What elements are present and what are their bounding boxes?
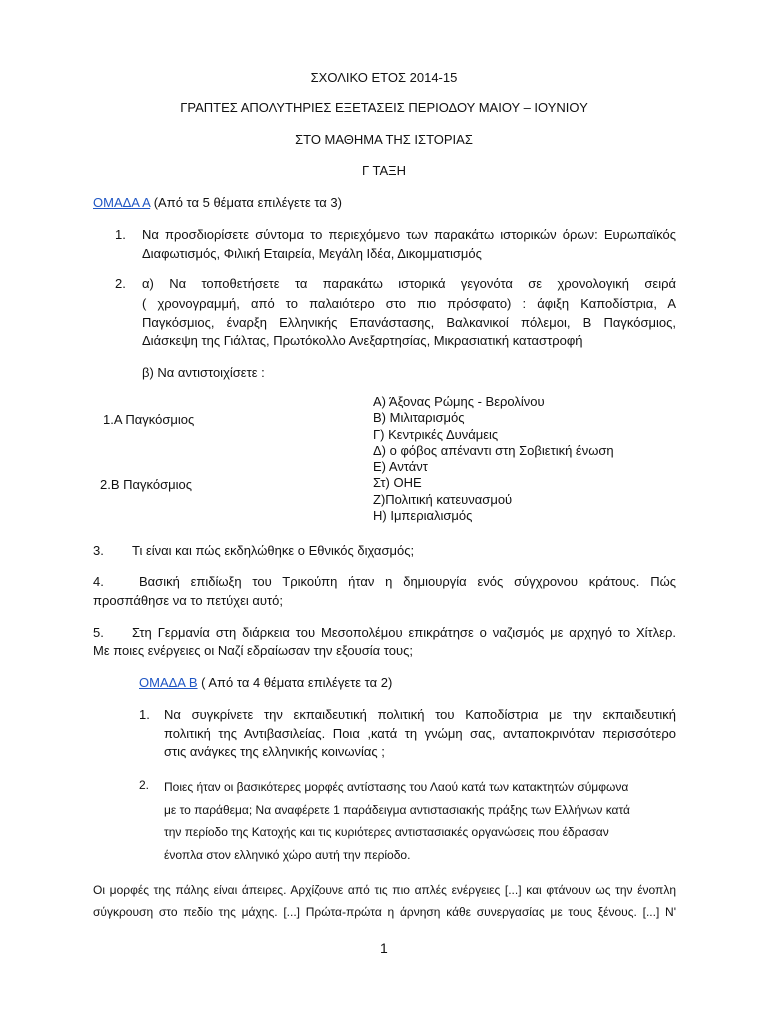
- question-a2-number: 2.: [115, 276, 126, 291]
- match-option: Β) Μιλιταρισμός: [373, 410, 465, 426]
- group-a-instruction: (Από τα 5 θέματα επιλέγετε τα 3): [150, 195, 342, 210]
- question-b2-line4: ένοπλα στον ελληνικό χώρο αυτή την περίοδο.: [164, 847, 411, 862]
- school-year-heading: ΣΧΟΛΙΚΟ ΕΤΟΣ 2014-15: [310, 70, 458, 85]
- question-a4-line2: προσπάθησε να το πετύχει αυτό;: [93, 593, 283, 608]
- question-a5-number: 5.: [93, 625, 104, 640]
- question-b1-line3: στις ανάγκες της ελληνικής κοινωνίας ;: [164, 744, 385, 759]
- match-option: Ε) Αντάντ: [373, 459, 428, 475]
- match-left-item-2: 2.Β Παγκόσμιος: [100, 477, 192, 492]
- question-a1-number: 1.: [115, 227, 126, 242]
- question-b2-text: [164, 776, 630, 866]
- question-a4-number: 4.: [93, 574, 104, 589]
- question-b2-line1: Ποιες ήταν οι βασικότερες μορφές αντίστασης του Λαού κατά των κατακτητών σύμφωνα: [164, 780, 629, 794]
- question-a2-line4: Διάσκεψη της Γιάλτας, Πρωτόκολλο Ανεξαρτησίας, Μικρασιατική καταστροφή: [142, 333, 583, 348]
- match-option: Στ) ΟΗΕ: [373, 475, 422, 491]
- question-b1-line1: Να συγκρίνετε την εκπαιδευτική πολιτική του Καποδίστρια με την εκπαιδευτική: [164, 707, 676, 722]
- class-heading: Γ ΤΑΞΗ: [361, 163, 407, 178]
- exam-title-heading: ΓΡΑΠΤΕΣ ΑΠΟΛΥΤΗΡΙΕΣ ΕΞΕΤΑΣΕΙΣ ΠΕΡΙΟΔΟΥ ΜΑΙΟΥ – ΙΟΥΝΙΟΥ: [180, 100, 588, 115]
- question-b1-number: 1.: [139, 707, 150, 722]
- question-a1-line2: Διαφωτισμός, Φιλική Εταιρεία, Μεγάλη Ιδέα, Δικομματισμός: [142, 246, 482, 261]
- question-a5-line1: Στη Γερμανία στη διάρκεια του Μεσοπολέμου επικράτησε ο ναζισμός με αρχηγό το Χίτλερ.: [132, 625, 676, 640]
- match-option: Ζ)Πολιτική κατευνασμού: [373, 491, 513, 507]
- question-a4-line1: Βασική επιδίωξη του Τρικούπη ήταν η δημιουργία ενός σύγχρονου κράτους. Πώς: [139, 574, 676, 589]
- question-b2-number: 2.: [139, 778, 150, 792]
- question-a3-text: Τι είναι και πώς εκδηλώθηκε ο Εθνικός διχασμός;: [132, 543, 415, 558]
- group-b-heading: [139, 673, 392, 693]
- question-a1-line1: Να προσδιορίσετε σύντομα το περιεχόμενο των παρακάτω ιστορικών όρων: Ευρωπαϊκός: [142, 227, 676, 242]
- match-option: Η) Ιμπεριαλισμός: [373, 508, 473, 524]
- excerpt-line1: Οι μορφές της πάλης είναι άπειρες. Αρχίζουνε από τις πιο απλές ενέργειες [...] και φτάνουν ως την ένοπλη: [93, 883, 676, 897]
- question-b1-line2: πολιτική της Αντιβασιλείας. Ποια ,κατά τη γνώμη σας, ανταποκρινόταν περισσότερο: [164, 726, 676, 741]
- match-option: Γ) Κεντρικές Δυνάμεις: [373, 426, 499, 442]
- question-a2-line1: α) Να τοποθετήσετε τα παρακάτω ιστορικά γεγονότα σε χρονολογική σειρά: [142, 276, 676, 291]
- match-option: Δ) ο φόβος απέναντι στη Σοβιετική ένωση: [373, 442, 614, 458]
- excerpt-line2: σύγκρουση στο πεδίο της μάχης. [...] Πρώτα-πρώτα η άρνηση κάθε συνεργασίας με τους ξένους. [...] Ν': [93, 905, 676, 919]
- group-a-heading: [93, 193, 342, 213]
- question-b2-line3: την περίοδο της Κατοχής και τις κυριότερες αντιστασιακές οργανώσεις που έδρασαν: [164, 825, 609, 839]
- match-options-list: [373, 394, 614, 524]
- question-a2-line2: ( χρονογραμμή, από το παλαιότερο στο πιο πρόσφατο) : άφιξη Καποδίστρια, Α: [142, 296, 676, 311]
- question-a2-line3: Παγκόσμιος, έναρξη Ελληνικής Επανάστασης, Βαλκανικοί πόλεμοι, Β Παγκόσμιος,: [142, 315, 676, 330]
- group-a-title: ΟΜΑΔΑ Α: [93, 195, 151, 210]
- group-b-instruction: ( Από τα 4 θέματα επιλέγετε τα 2): [197, 675, 393, 690]
- match-option: Α) Άξονας Ρώμης - Βερολίνου: [373, 394, 545, 409]
- group-b-title: ΟΜΑΔΑ Β: [139, 675, 198, 690]
- question-a3-number: 3.: [93, 543, 104, 558]
- match-left-item-1: 1.Α Παγκόσμιος: [103, 412, 195, 427]
- question-a5-line2: Με ποιες ενέργειες οι Ναζί εδραίωσαν την εξουσία τους;: [93, 643, 413, 658]
- subject-heading: ΣΤΟ ΜΑΘΗΜΑ ΤΗΣ ΙΣΤΟΡΙΑΣ: [295, 132, 473, 147]
- question-b2-line2: με το παράθεμα; Να αναφέρετε 1 παράδειγμα αντιστασιακής πράξης των Ελλήνων κατά: [164, 802, 630, 817]
- question-a2-b-label: β) Να αντιστοιχίσετε :: [142, 365, 265, 380]
- page-number: 1: [380, 940, 388, 956]
